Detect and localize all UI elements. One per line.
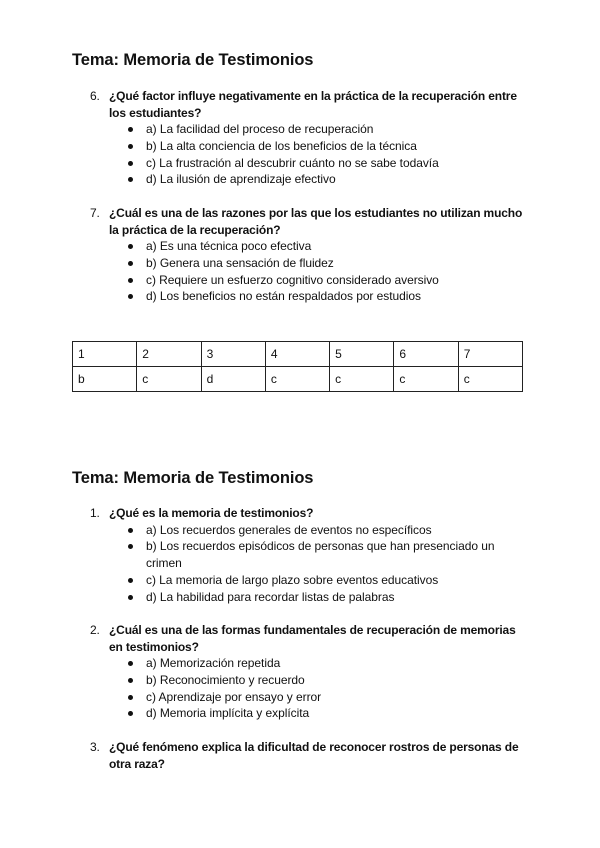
option-item xyxy=(128,171,506,188)
table-cell: c xyxy=(137,367,201,392)
option-text: d) La ilusión de aprendizaje efectivo xyxy=(146,172,336,187)
bullet-icon xyxy=(128,711,133,716)
table-cell: 7 xyxy=(458,342,522,367)
question-number: 7. xyxy=(90,206,100,220)
bullet-icon xyxy=(128,544,133,549)
table-cell: 3 xyxy=(201,342,265,367)
option-text: b) Genera una sensación de fluidez xyxy=(146,255,334,270)
table-cell: c xyxy=(458,367,522,392)
question-2 xyxy=(90,622,530,722)
option-text: d) La habilidad para recordar listas de palabras xyxy=(146,589,395,604)
option-text: c) Requiere un esfuerzo cognitivo considerado aversivo xyxy=(146,272,439,287)
option-text: b) La alta conciencia de los beneficios de la técnica xyxy=(146,138,417,153)
option-item xyxy=(128,655,506,672)
table-cell: 2 xyxy=(137,342,201,367)
option-item xyxy=(128,689,506,706)
question-number: 2. xyxy=(90,623,100,637)
question-text: ¿Qué es la memoria de testimonios? xyxy=(109,506,314,520)
question-text: ¿Cuál es una de las formas fundamentales de recuperación de memorias en testimonios? xyxy=(109,623,516,654)
bullet-icon xyxy=(128,595,133,600)
answer-key-table xyxy=(72,341,523,392)
bullet-icon xyxy=(128,161,133,166)
table-cell: c xyxy=(394,367,458,392)
question-text: ¿Qué factor influye negativamente en la práctica de la recuperación entre los estudiantes? xyxy=(109,89,517,120)
option-item xyxy=(128,572,506,589)
option-item xyxy=(128,138,506,155)
bullet-icon xyxy=(128,661,133,666)
table-cell: 6 xyxy=(394,342,458,367)
option-item xyxy=(128,288,506,305)
bullet-icon xyxy=(128,127,133,132)
option-text: c) La frustración al descubrir cuánto no se sabe todavía xyxy=(146,155,439,170)
table-row-answers xyxy=(73,367,523,392)
option-item xyxy=(128,272,506,289)
bullet-icon xyxy=(128,678,133,683)
question-text: ¿Qué fenómeno explica la dificultad de reconocer rostros de personas de otra raza? xyxy=(109,740,519,771)
question-number: 1. xyxy=(90,506,100,520)
option-item xyxy=(128,672,506,689)
section-title: Tema: Memoria de Testimonios xyxy=(72,469,314,487)
table-cell: 1 xyxy=(73,342,137,367)
section-title: Tema: Memoria de Testimonios xyxy=(72,51,314,69)
option-list xyxy=(128,121,530,188)
question-3 xyxy=(90,739,530,772)
bullet-icon xyxy=(128,261,133,266)
question-text: ¿Cuál es una de las razones por las que los estudiantes no utilizan mucho la práctica de la recuperación? xyxy=(109,206,523,237)
table-cell: 4 xyxy=(265,342,329,367)
option-item xyxy=(128,538,506,572)
table-cell: b xyxy=(73,367,137,392)
bullet-icon xyxy=(128,528,133,533)
option-text: a) La facilidad del proceso de recuperación xyxy=(146,122,374,136)
option-item xyxy=(128,589,506,606)
option-text: a) Memorización repetida xyxy=(146,656,281,670)
bullet-icon xyxy=(128,144,133,149)
question-1 xyxy=(90,505,530,605)
question-7 xyxy=(90,205,530,305)
question-6 xyxy=(90,88,530,188)
option-item xyxy=(128,705,506,722)
option-text: c) Aprendizaje por ensayo y error xyxy=(146,689,322,704)
option-text: d) Los beneficios no están respaldados por estudios xyxy=(146,289,421,304)
option-list xyxy=(128,238,530,305)
option-item xyxy=(128,255,506,272)
question-number: 6. xyxy=(90,89,100,103)
table-cell: c xyxy=(265,367,329,392)
option-text: b) Reconocimiento y recuerdo xyxy=(146,672,305,687)
option-item xyxy=(128,121,506,138)
bullet-icon xyxy=(128,695,133,700)
bullet-icon xyxy=(128,294,133,299)
table-row-numbers xyxy=(73,342,523,367)
option-item xyxy=(128,155,506,172)
option-text: a) Es una técnica poco efectiva xyxy=(146,239,312,253)
bullet-icon xyxy=(128,244,133,249)
bullet-icon xyxy=(128,278,133,283)
option-list xyxy=(128,655,530,722)
option-text: d) Memoria implícita y explícita xyxy=(146,706,310,721)
table-cell: c xyxy=(330,367,394,392)
option-text: a) Los recuerdos generales de eventos no específicos xyxy=(146,522,432,537)
option-text: b) Los recuerdos episódicos de personas que han presenciado un crimen xyxy=(146,539,495,571)
bullet-icon xyxy=(128,578,133,583)
question-number: 3. xyxy=(90,740,100,754)
table-cell: d xyxy=(201,367,265,392)
option-text: c) La memoria de largo plazo sobre eventos educativos xyxy=(146,572,439,587)
option-item xyxy=(128,238,506,255)
bullet-icon xyxy=(128,177,133,182)
option-item xyxy=(128,522,506,539)
option-list xyxy=(128,522,530,606)
table-cell: 5 xyxy=(330,342,394,367)
